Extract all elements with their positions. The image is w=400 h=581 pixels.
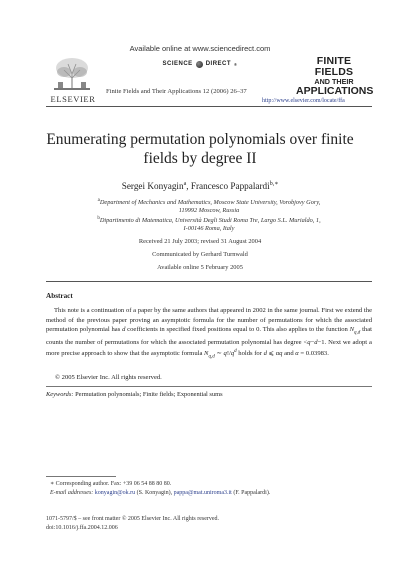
available-online-text: Available online at www.sciencedirect.com [129, 44, 271, 53]
affiliation-a-mark: a [97, 198, 100, 203]
keywords-line [46, 391, 223, 398]
affiliation-b-mark: b [97, 216, 100, 221]
sciencedirect-mark: ® [234, 61, 238, 67]
abstract-asym-q2: q [230, 350, 235, 358]
journal-reference: Finite Fields and Their Applications 12 (2006) 26–37 [106, 88, 247, 95]
sciencedirect-right-word: DIRECT [205, 61, 232, 67]
sciencedirect-left-word: SCIENCE [162, 61, 193, 67]
keywords-label: Keywords: [46, 391, 74, 398]
available-online-date: Available online 5 February 2005 [157, 264, 243, 271]
abstract-cond-and: and [282, 350, 296, 358]
abstract-expr-q: q [307, 338, 311, 346]
affiliation-b [46, 215, 372, 234]
abstract-expr-minus: − [310, 338, 315, 346]
abstract-asym-fact: !/ [226, 350, 231, 358]
abstract-text-2: coefficients in specified fixed positions equal to 0. This also applies to the function [125, 326, 350, 333]
abstract-text-1: This note is a continuation of a paper by the same authors that appeared in 2002 in the same journal. First we extend the method of the previous paper proving an asymptotic formula for the number of permutations for which the associated permutation polynomial has [46, 307, 372, 333]
abstract-asym-sim: ∼ [214, 350, 224, 358]
title-line-1: Enumerating permutation polynomials over finite [46, 131, 354, 148]
email-pappalardi-link[interactable]: pappa@mat.uniroma3.it [173, 490, 232, 496]
abstract-alpha-value: = 0.03983. [298, 350, 329, 358]
author-pappalardi: Francesco Pappalardi [190, 181, 270, 192]
issn-line: 1071-5797/$ – see front matter © 2005 Elsevier Inc. All rights reserved. [46, 516, 220, 522]
abstract-asym-sup: d [234, 349, 237, 355]
author-separator: , [186, 181, 191, 192]
received-dates: Received 21 July 2003; revised 31 August 2004 [138, 238, 262, 245]
affiliation-a-line2: 119992 Moscow, Russia [178, 207, 240, 215]
affiliation-b-line2: I-00146 Roma, Italy [183, 225, 235, 233]
abstract-cond-aq: αq [275, 350, 283, 358]
email-konyagin-link[interactable]: konyagin@ok.ru [94, 490, 136, 496]
publisher-name: ELSEVIER [50, 94, 96, 104]
abstract-text-5: holds for [236, 350, 264, 358]
email-addresses [50, 490, 270, 496]
journal-url-link[interactable]: http://www.elsevier.com/locate/ffa [262, 98, 345, 104]
abstract-func-n-sub: q,d [354, 330, 361, 336]
sciencedirect-logo [148, 58, 252, 70]
journal-brand-line3: APPLICATIONS [296, 84, 374, 97]
journal-brand-line1: FINITE FIELDS [314, 55, 354, 79]
author-konyagin-mark: a [183, 181, 187, 187]
abstract-cond-le: ⩽ [266, 350, 276, 358]
affiliation-a [46, 197, 372, 216]
abstract-asym-n-sub: q,d [208, 354, 215, 360]
abstract-alpha: α [295, 350, 299, 358]
sciencedirect-dot-icon [196, 61, 203, 68]
affiliation-a-line1: Department of Mechanics and Mathematics, Moscow State University, Vorobjovy Gory, [99, 199, 321, 207]
keywords-divider [46, 386, 372, 387]
affiliation-b-line1: Dipartimento di Matematica, Università Degli Studi Roma Tre, Largo S.L. Murialdo, 1, [99, 217, 321, 225]
elsevier-tree-logo-icon [50, 56, 94, 92]
abstract-text-3: that counts the number of permutations for which the associated permutation polynomial has degree < [46, 326, 372, 346]
journal-brand-line2: AND THEIR [314, 77, 354, 87]
communicated-by: Communicated by Gerhard Turnwald [152, 251, 248, 258]
abstract-body [46, 306, 372, 362]
title-line-2: fields by degree II [143, 150, 257, 167]
abstract-expr-d: d [314, 338, 318, 346]
footnote-divider [46, 476, 116, 477]
abstract-top-divider [46, 281, 372, 282]
abstract-asym-n: N [204, 350, 209, 358]
abstract-var-d: d [122, 326, 126, 333]
journal-brand [296, 56, 372, 97]
email-konyagin-owner: (S. Konyagin), [135, 490, 174, 496]
abstract-heading: Abstract [46, 292, 73, 300]
corresponding-author-note: ∗ Corresponding author. Fax: +39 06 54 88 80 80. [50, 481, 172, 487]
header-divider [46, 106, 372, 107]
abstract-asym-q: q [223, 350, 227, 358]
author-list [0, 180, 400, 191]
keywords-text: Permutation polynomials; Finite fields; Exponential sums [73, 391, 223, 398]
author-pappalardi-mark: b,∗ [269, 181, 279, 187]
abstract-copyright: © 2005 Elsevier Inc. All rights reserved. [55, 374, 162, 381]
email-pappalardi-owner: (F. Pappalardi). [231, 490, 271, 496]
author-konyagin: Sergei Konyagin [121, 181, 184, 192]
abstract-text-4: Next we adopt a more precise approach to show that the asymptotic formula [46, 338, 372, 358]
abstract-expr-tail: −1. [317, 338, 327, 346]
doi-line[interactable]: doi:10.1016/j.ffa.2004.12.006 [46, 525, 118, 531]
article-title [20, 130, 380, 168]
email-label: E-mail addresses: [50, 490, 94, 496]
abstract-func-n: N [349, 326, 355, 333]
abstract-cond-d: d [263, 350, 267, 358]
